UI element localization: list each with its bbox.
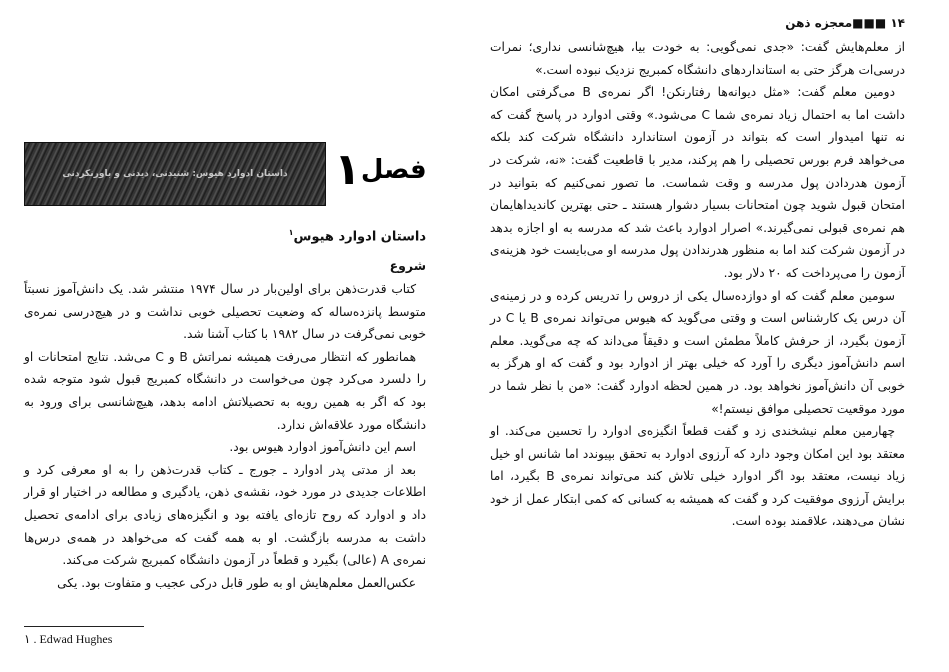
paragraph: اسم این دانش‌آموز ادوارد هیوس بود.: [229, 440, 416, 455]
paragraph: عکس‌العمل معلم‌هایش او به طور قابل درکی عجیب و متفاوت بود. یکی: [57, 575, 416, 590]
footnote-mark: ۱: [288, 228, 294, 237]
chapter-band: [24, 142, 326, 206]
section-title-text: داستان ادوارد هیوس: [293, 229, 426, 245]
running-head: ۱۴ ■■■معجزه ذهن: [785, 16, 905, 30]
right-body: [478, 36, 949, 533]
chapter-number: ۱: [334, 144, 361, 195]
paragraph: بعد از مدتی پدر ادوارد ـ جورج ـ کتاب قدرت‌ذهن را به او معرفی کرد و اطلاعات جدیدی در مورد خود، نقشه‌ی ذهن، یادگیری و مطالعه در اختیار او قرار داد و ادوارد که روح تازه‌ای یافته بود و انگیزه‌های زیادی برای ادامه‌ی تحصیل داشت به مدرسه بازگشت. او به همه گفت که می‌خواهد در همه‌ی درس‌ها نمره‌ی A (عالی) بگیرد و قطعاً در آزمون دانشگاه کمبریج شرکت می‌کند.: [24, 462, 426, 568]
paragraph: همانطور که انتظار می‌رفت همیشه نمراتش B و C می‌شد. نتایج امتحانات او را دلسرد می‌کرد چون می‌خواست در دانشگاه کمبریج قبول شود متوجه شده بود که اگر به همین رویه به تحصیلاتش ادامه بدهد، هیچ‌شانسی برای ورود به دانشگاه مورد علاقه‌اش ندارد.: [24, 349, 426, 432]
footnote-divider: [24, 626, 144, 627]
right-page: [478, 0, 949, 672]
paragraph: چهارمین معلم نیشخندی زد و گفت قطعاً انگیزه‌ی ادوارد را تحسین می‌کند. او معتقد بود این امکان وجود دارد که آرزوی ادوارد به تحقق بپیوندد اما شانس او خیل زیاد نیست، معتقد بود اگر ادوارد خیلی تلاش کند می‌تواند نمره‌ی B بگیرد، اما برایش آرزوی موفقیت کرد و گفت که همیشه به کسانی که کمی ابتکار عمل از خود نشان می‌دهند، علاقمند بوده است.: [490, 424, 905, 529]
footnote: ۱ . Edwad Hughes: [24, 632, 113, 646]
paragraph: از معلم‌هایش گفت: «جدی نمی‌گویی: به خودت بیا، هیچ‌شانسی نداری؛ نمرات درسی‌ات هرگز حتی به استانداردهای دانشگاه کمبریج نزدیک نبوده است.»: [490, 40, 905, 77]
paragraph: سومین معلم گفت که او دوازده‌سال یکی از دروس را تدریس کرده و در زمینه‌ی آن درس یک کارشناس است و وقتی می‌گوید که هیوس می‌تواند نمره‌ی B یا C در آزمون بگیرد، از حرفش کاملاً مطمئن است و دقیقاً می‌داند که چه می‌گوید. معلم اسم دانش‌آموز دیگری را آورد که خیلی بهتر از ادوارد بود و گفت که او هرگز به خوبی آن دانش‌آموز نخواهد بود. در همین لحظه ادوارد گفت: «من با نظر شما در مورد موقعیت تحصیلی موافق نیستم!»: [490, 288, 905, 416]
left-body: [0, 278, 470, 594]
paragraph: دومین معلم گفت: «مثل دیوانه‌ها رفتارنکن! اگر نمره‌ی B می‌گرفتی امکان داشت اما به احتمال زیاد نمره‌ی شما C می‌شود.» وقتی ادوارد در پاسخ گفت که نه تنها امیدوار است که بتواند در آزمون استاندارد دانشگاه شرکت کند بلکه می‌خواهد فرم بورس تحصیلی را هم پرکند، مدیر با قاطعیت گفت: «نه، شرکت در آزمون هدردادن پول مدرسه و وقت شماست. ما تصور نمی‌کنیم که بتوانید در امتحان قبول شوید چون امتحانات بسیار دشوار هستند ـ حتی بهترین کاندیداهایمان هم نمره‌ی قبولی نمی‌گیرند.» اصرار ادوارد باعث شد که مدرسه به او اجازه بدهد در آزمون شرکت کند اما به منظور هدرندادن پول مدرسه او می‌بایست خود هزینه‌ی آزمون را می‌پرداخت که ۲۰ دلار بود.: [490, 85, 905, 280]
paragraph: کتاب قدرت‌ذهن برای اولین‌بار در سال ۱۹۷۴ منتشر شد. یک دانش‌آموز نسبتاً متوسط پانزده‌ساله که وضعیت تحصیلی خوبی نداشت و در هیچ‌درسی نمره‌ی خوبی نمی‌گرفت در سال ۱۹۸۲ با کتاب آشنا شد.: [24, 282, 426, 342]
subheading: شروع: [389, 258, 426, 273]
chapter-label: فصل: [360, 155, 427, 185]
section-title: [289, 228, 426, 244]
left-page: [0, 0, 470, 672]
chapter-heading: [330, 144, 427, 195]
chapter-band-text: داستان ادوارد هیوس: شنیدنی، دیدنی و باورنکردنی: [62, 169, 288, 179]
